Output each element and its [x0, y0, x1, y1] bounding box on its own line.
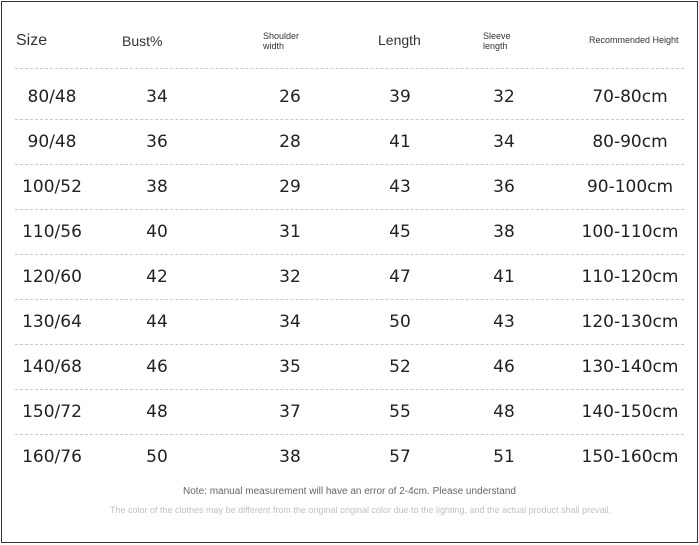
height-cell: 150-160cm — [581, 447, 679, 467]
length-cell: 45 — [389, 222, 411, 242]
header-bust: Bust% — [122, 33, 163, 49]
table-row — [2, 390, 697, 435]
table-header — [2, 2, 697, 68]
sleeve-cell: 43 — [493, 312, 515, 332]
bust-cell: 46 — [146, 357, 168, 377]
table-row — [2, 120, 697, 165]
length-cell: 52 — [389, 357, 411, 377]
header-shoulder-width — [263, 31, 299, 51]
row-divider — [15, 68, 684, 69]
header-length: Length — [378, 32, 421, 48]
table-row — [2, 435, 697, 480]
size-cell: 150/72 — [22, 402, 82, 422]
size-cell: 90/48 — [27, 132, 77, 152]
header-size: Size — [16, 32, 48, 49]
shoulder-cell: 35 — [279, 357, 301, 377]
header-sleeve-line1: Sleeve — [483, 31, 511, 41]
length-cell: 57 — [389, 447, 411, 467]
size-cell: 130/64 — [22, 312, 82, 332]
color-note: The color of the clothes may be different from the original original color due to the lighting, and the actual product shall prevail. — [110, 505, 612, 515]
length-cell: 55 — [389, 402, 411, 422]
height-cell: 130-140cm — [581, 357, 679, 377]
size-chart — [1, 1, 698, 543]
sleeve-cell: 41 — [493, 267, 515, 287]
header-recommended-height: Recommended Height — [589, 35, 679, 45]
sleeve-cell: 32 — [493, 87, 515, 107]
size-cell: 80/48 — [27, 87, 77, 107]
bust-cell: 48 — [146, 402, 168, 422]
height-cell: 120-130cm — [581, 312, 679, 332]
height-cell: 140-150cm — [581, 402, 679, 422]
height-cell: 110-120cm — [581, 267, 679, 287]
bust-cell: 34 — [146, 87, 168, 107]
sleeve-cell: 48 — [493, 402, 515, 422]
bust-cell: 42 — [146, 267, 168, 287]
shoulder-cell: 29 — [279, 177, 301, 197]
table-row — [2, 255, 697, 300]
measurement-note: Note: manual measurement will have an error of 2-4cm. Please understand — [183, 486, 516, 497]
size-cell: 120/60 — [22, 267, 82, 287]
size-cell: 140/68 — [22, 357, 82, 377]
height-cell: 90-100cm — [586, 177, 674, 197]
shoulder-cell: 38 — [279, 447, 301, 467]
size-cell: 100/52 — [22, 177, 82, 197]
length-cell: 43 — [389, 177, 411, 197]
bust-cell: 50 — [146, 447, 168, 467]
height-cell: 80-90cm — [592, 132, 668, 152]
sleeve-cell: 46 — [493, 357, 515, 377]
height-cell: 70-80cm — [592, 87, 668, 107]
table-row — [2, 210, 697, 255]
bust-cell: 38 — [146, 177, 168, 197]
size-cell: 110/56 — [22, 222, 82, 242]
table-row — [2, 345, 697, 390]
shoulder-cell: 26 — [279, 87, 301, 107]
bust-cell: 36 — [146, 132, 168, 152]
length-cell: 47 — [389, 267, 411, 287]
height-cell: 100-110cm — [581, 222, 679, 242]
table-row — [2, 300, 697, 345]
shoulder-cell: 34 — [279, 312, 301, 332]
sleeve-cell: 51 — [493, 447, 515, 467]
shoulder-cell: 28 — [279, 132, 301, 152]
sleeve-cell: 34 — [493, 132, 515, 152]
table-row — [2, 165, 697, 210]
length-cell: 50 — [389, 312, 411, 332]
length-cell: 41 — [389, 132, 411, 152]
shoulder-cell: 31 — [279, 222, 301, 242]
shoulder-cell: 37 — [279, 402, 301, 422]
table-row — [2, 75, 697, 120]
bust-cell: 44 — [146, 312, 168, 332]
length-cell: 39 — [389, 87, 411, 107]
header-sleeve-length — [483, 31, 511, 51]
header-sleeve-line2: length — [483, 41, 508, 51]
header-shoulder-line2: width — [263, 41, 285, 51]
sleeve-cell: 38 — [493, 222, 515, 242]
bust-cell: 40 — [146, 222, 168, 242]
header-shoulder-line1: Shoulder — [263, 31, 300, 41]
size-cell: 160/76 — [22, 447, 82, 467]
shoulder-cell: 32 — [279, 267, 301, 287]
sleeve-cell: 36 — [493, 177, 515, 197]
